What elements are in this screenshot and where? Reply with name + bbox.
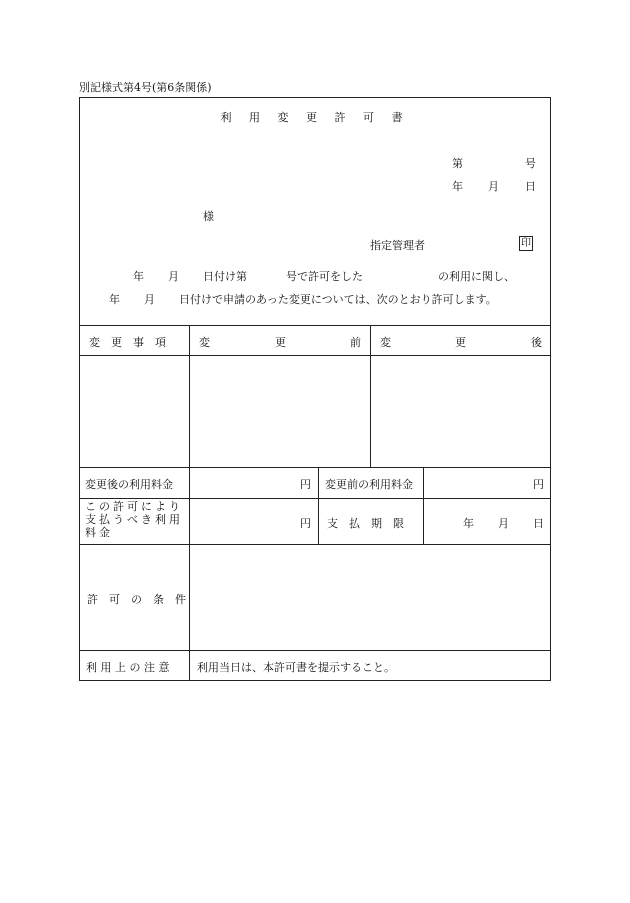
issue-date-day: 日 — [525, 180, 536, 193]
notes-label: 利 用 上 の 注 意 — [86, 661, 170, 674]
conditions-label: 許 可 の 条 件 — [87, 593, 186, 606]
payable-label: この許可により支払うべき利用料金 — [85, 500, 183, 539]
deadline-year: 年 — [463, 517, 474, 530]
col-before-b: 更 — [275, 336, 286, 349]
fee-after-label: 変更後の利用料金 — [85, 478, 173, 491]
number-suffix: 号 — [525, 157, 536, 170]
rule-conditions-bottom — [79, 650, 551, 651]
line1-year: 年 — [133, 270, 144, 283]
seal-mark: 印 — [521, 238, 531, 249]
notes-text: 利用当日は、本許可書を提示すること。 — [197, 661, 395, 674]
form-reference: 別記様式第4号(第6条関係) — [79, 81, 212, 94]
addressee-suffix: 様 — [203, 210, 214, 223]
rule-payable-row-bottom — [79, 544, 551, 545]
fee-before-yen: 円 — [533, 478, 544, 491]
fee-before-label: 変更前の利用料金 — [325, 478, 413, 491]
line1-month: 月 — [168, 270, 179, 283]
number-prefix: 第 — [452, 157, 463, 170]
rule-label-column — [189, 325, 190, 681]
issue-date-year: 年 — [452, 180, 463, 193]
line1-dated-no: 日付け第 — [203, 270, 247, 283]
rule-table-top — [79, 325, 551, 326]
rule-content-bottom — [79, 467, 551, 468]
rule-header-bottom — [79, 355, 551, 356]
col-change-item: 変 更 事 項 — [89, 336, 166, 349]
line2-rest: 日付けで申請のあった変更については、次のとおり許可します。 — [179, 293, 497, 306]
deadline-month: 月 — [498, 517, 509, 530]
deadline-label: 支 払 期 限 — [327, 517, 404, 530]
line1-permitted: 号で許可をした — [286, 270, 363, 283]
line2-year: 年 — [109, 293, 120, 306]
col-before-c: 前 — [350, 336, 361, 349]
issuer-label: 指定管理者 — [370, 239, 425, 252]
line1-use-of: の利用に関し、 — [438, 270, 515, 283]
rule-fee-mid-left — [318, 467, 319, 544]
col-after-c: 後 — [531, 336, 542, 349]
issue-date-month: 月 — [488, 180, 499, 193]
document-title: 利 用 変 更 許 可 書 — [220, 111, 410, 124]
rule-fee-mid-right — [423, 467, 424, 544]
payable-yen: 円 — [300, 517, 311, 530]
fee-after-yen: 円 — [300, 478, 311, 491]
rule-before-after-divider — [370, 325, 371, 467]
col-after-b: 更 — [455, 336, 466, 349]
line2-month: 月 — [144, 293, 155, 306]
col-after-a: 変 — [380, 336, 391, 349]
rule-fee-row-bottom — [79, 498, 551, 499]
deadline-day: 日 — [533, 517, 544, 530]
col-before-a: 変 — [199, 336, 210, 349]
